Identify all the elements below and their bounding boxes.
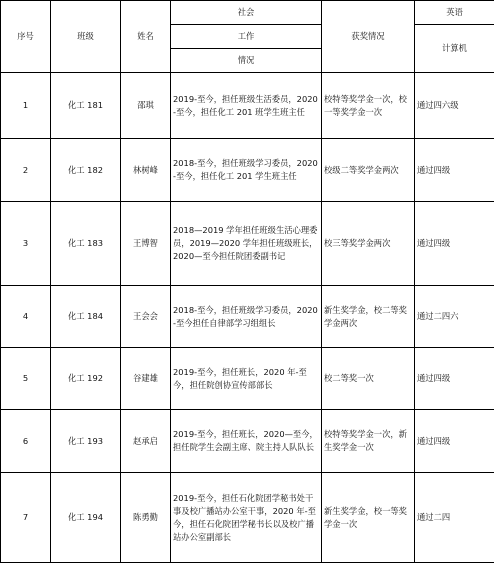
cell-work: 2019-至今，担任石化院团学秘书处干事及校广播站办公室干事，2020 年-至今，担任石化院团学秘书长以及校广播站办公室副部长 <box>171 473 322 563</box>
header-situation: 情况 <box>171 49 322 73</box>
table-row <box>1 202 494 286</box>
cell-class: 化工 181 <box>51 73 121 139</box>
header-english: 英语 <box>415 1 494 25</box>
header-name: 姓名 <box>121 1 171 73</box>
cell-class: 化工 193 <box>51 410 121 473</box>
cell-english: 通过四级 <box>415 139 494 202</box>
header-index: 序号 <box>1 1 51 73</box>
table-header <box>1 1 494 73</box>
cell-class: 化工 182 <box>51 139 121 202</box>
cell-name: 邵琪 <box>121 73 171 139</box>
cell-work: 2019-至今，担任班长，2020—至今，担任院学生会副主席、院主持人队队长 <box>171 410 322 473</box>
table-body <box>1 73 494 563</box>
cell-awards: 校特等奖学金一次，校一等奖学金一次 <box>322 73 415 139</box>
cell-work: 2018—2019 学年担任班级生活心理委员，2019—2020 学年担任班级班长，2020—至今担任院团委副书记 <box>171 202 322 286</box>
cell-class: 化工 194 <box>51 473 121 563</box>
cell-name: 王博智 <box>121 202 171 286</box>
cell-name: 陈勇勤 <box>121 473 171 563</box>
cell-english: 通过四六级 <box>415 73 494 139</box>
cell-english: 通过四级 <box>415 202 494 286</box>
cell-index: 4 <box>1 286 51 348</box>
cell-class: 化工 192 <box>51 348 121 410</box>
table-row <box>1 286 494 348</box>
table-row <box>1 473 494 563</box>
cell-awards: 校二等奖一次 <box>322 348 415 410</box>
cell-index: 3 <box>1 202 51 286</box>
cell-work: 2018-至今，担任班级学习委员，2020-至今担任自律部学习组组长 <box>171 286 322 348</box>
header-work: 工作 <box>171 25 322 49</box>
cell-name: 林树峰 <box>121 139 171 202</box>
cell-awards: 校特等奖学金一次，新生奖学金一次 <box>322 410 415 473</box>
cell-english: 通过二四 <box>415 473 494 563</box>
cell-awards: 新生奖学金，校二等奖学金两次 <box>322 286 415 348</box>
cell-index: 2 <box>1 139 51 202</box>
cell-work: 2018-至今，担任班级学习委员，2020-至今，担任化工 201 学生班主任 <box>171 139 322 202</box>
cell-work: 2019-至今，担任班长，2020 年-至今，担任院创协宣传部部长 <box>171 348 322 410</box>
table-row <box>1 73 494 139</box>
header-class: 班级 <box>51 1 121 73</box>
table-row <box>1 348 494 410</box>
table-row <box>1 410 494 473</box>
cell-index: 1 <box>1 73 51 139</box>
cell-index: 6 <box>1 410 51 473</box>
cell-name: 赵承启 <box>121 410 171 473</box>
cell-english: 通过四级 <box>415 410 494 473</box>
cell-class: 化工 183 <box>51 202 121 286</box>
cell-english: 通过二四六 <box>415 286 494 348</box>
header-social: 社会 <box>171 1 322 25</box>
table-row <box>1 139 494 202</box>
cell-name: 谷建雄 <box>121 348 171 410</box>
cell-awards: 校三等奖学金两次 <box>322 202 415 286</box>
cell-index: 7 <box>1 473 51 563</box>
cell-class: 化工 184 <box>51 286 121 348</box>
header-computer: 计算机 <box>415 25 494 73</box>
cell-english: 通过四级 <box>415 348 494 410</box>
cell-awards: 新生奖学金，校一等奖学金一次 <box>322 473 415 563</box>
cell-work: 2019-至今，担任班级生活委员，2020-至今，担任化工 201 班学生班主任 <box>171 73 322 139</box>
cell-index: 5 <box>1 348 51 410</box>
cell-name: 王会会 <box>121 286 171 348</box>
cell-awards: 校级二等奖学金两次 <box>322 139 415 202</box>
header-awards: 获奖情况 <box>322 1 415 73</box>
